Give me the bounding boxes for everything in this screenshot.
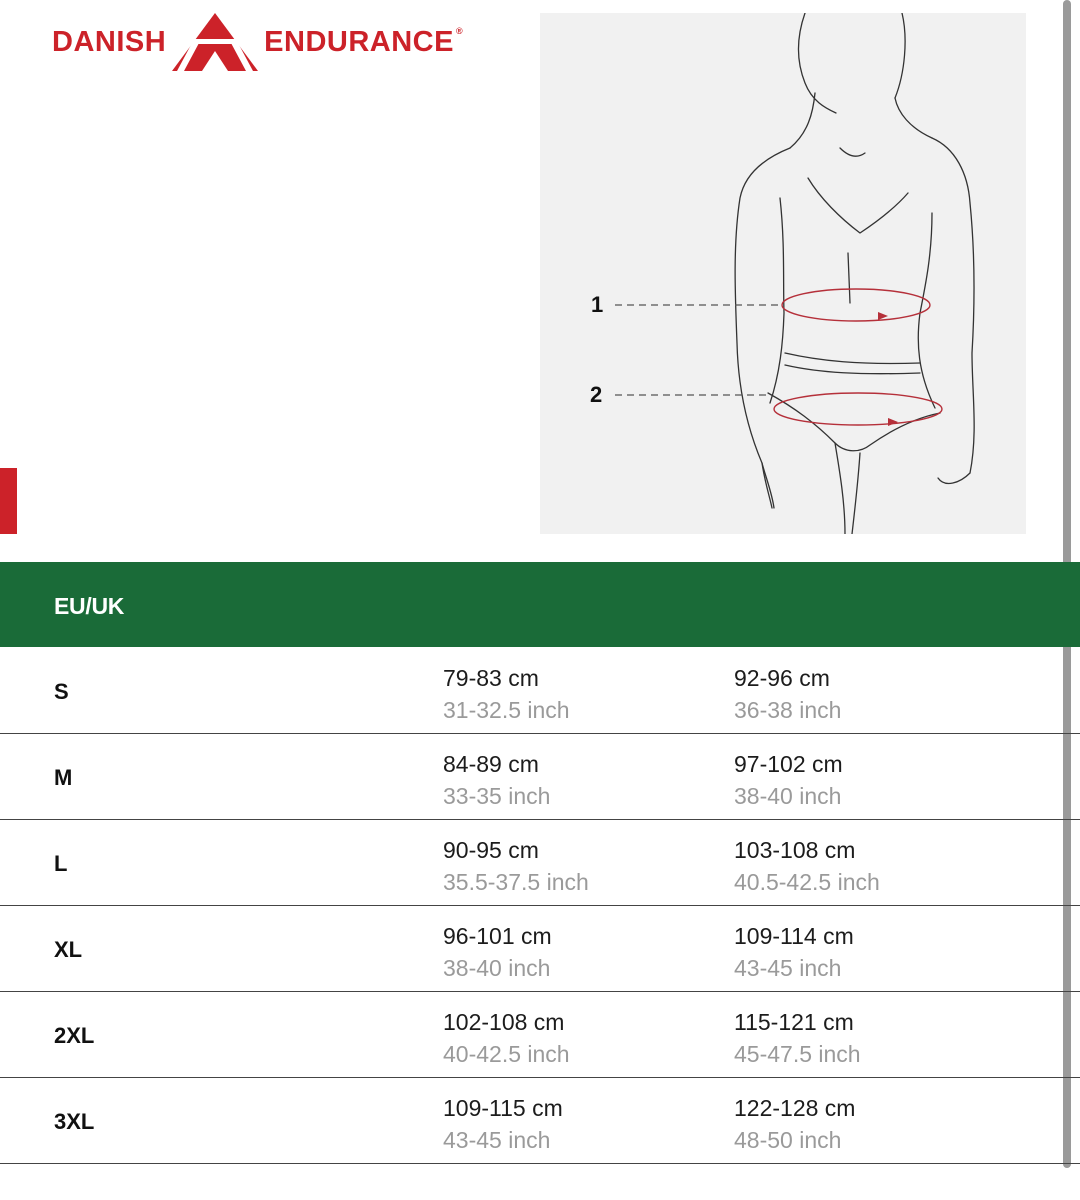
size-label: 3XL	[54, 1109, 95, 1134]
measurement-1-cell	[443, 834, 589, 898]
measurement-1-cell	[443, 748, 550, 812]
measurement-inch: 40-42.5 inch	[443, 1041, 570, 1067]
measurement-inch: 36-38 inch	[734, 697, 842, 723]
measurement-cm: 90-95 cm	[443, 837, 539, 863]
measurement-marker-2: 2	[590, 382, 603, 407]
size-label: S	[54, 679, 69, 704]
trademark-symbol: ®	[455, 25, 464, 36]
measurement-1-cell	[443, 1092, 563, 1156]
size-label: XL	[54, 937, 83, 962]
table-row	[0, 648, 1080, 734]
red-side-tab	[0, 468, 17, 534]
measurement-1-cell	[443, 1006, 570, 1070]
measurement-cm: 122-128 cm	[734, 1095, 856, 1121]
table-header	[0, 562, 1080, 647]
measurement-cm: 96-101 cm	[443, 923, 552, 949]
size-label: L	[54, 851, 68, 876]
measurement-inch: 40.5-42.5 inch	[734, 869, 880, 895]
table-row	[0, 1078, 1080, 1164]
measurement-cm: 79-83 cm	[443, 665, 539, 691]
measurement-marker-1: 1	[591, 292, 604, 317]
brand-triangle-icon	[172, 13, 258, 71]
measurement-inch: 35.5-37.5 inch	[443, 869, 589, 895]
measurement-2-cell	[734, 834, 880, 898]
measurement-1-cell	[443, 662, 570, 726]
measurement-inch: 38-40 inch	[734, 783, 842, 809]
measurement-inch: 38-40 inch	[443, 955, 551, 981]
measurement-inch: 45-47.5 inch	[734, 1041, 861, 1067]
brand-word-right: ENDURANCE ®	[264, 25, 464, 58]
table-row	[0, 820, 1080, 906]
table-row	[0, 734, 1080, 820]
size-table	[0, 648, 1080, 1164]
measurement-2-cell	[734, 1092, 855, 1156]
measurement-cm: 92-96 cm	[734, 665, 830, 691]
size-label: 2XL	[54, 1023, 95, 1048]
table-row	[0, 906, 1080, 992]
measurement-inch: 43-45 inch	[443, 1127, 551, 1153]
size-label: M	[54, 765, 73, 790]
measurement-cm: 97-102 cm	[734, 751, 843, 777]
measurement-cm: 109-115 cm	[443, 1095, 563, 1121]
measurement-2-cell	[734, 1006, 861, 1070]
measurement-inch: 48-50 inch	[734, 1127, 842, 1153]
body-figure-icon	[540, 13, 1026, 534]
measurement-cm: 103-108 cm	[734, 837, 856, 863]
brand-word-left: DANISH	[52, 25, 167, 58]
measurement-2-cell	[734, 662, 841, 726]
measurement-cm: 109-114 cm	[734, 923, 854, 949]
region-label: EU/UK	[54, 593, 125, 619]
measurement-inch: 43-45 inch	[734, 955, 842, 981]
measurement-1-cell	[443, 920, 552, 984]
measurement-cm: 84-89 cm	[443, 751, 539, 777]
measurement-inch: 33-35 inch	[443, 783, 551, 809]
measurement-inch: 31-32.5 inch	[443, 697, 570, 723]
measurement-cm: 115-121 cm	[734, 1009, 854, 1035]
measurement-cm: 102-108 cm	[443, 1009, 565, 1035]
measurement-illustration	[540, 13, 1026, 534]
measurement-2-cell	[734, 748, 843, 812]
brand-logo	[52, 12, 463, 72]
table-row	[0, 992, 1080, 1078]
measurement-2-cell	[734, 920, 854, 984]
